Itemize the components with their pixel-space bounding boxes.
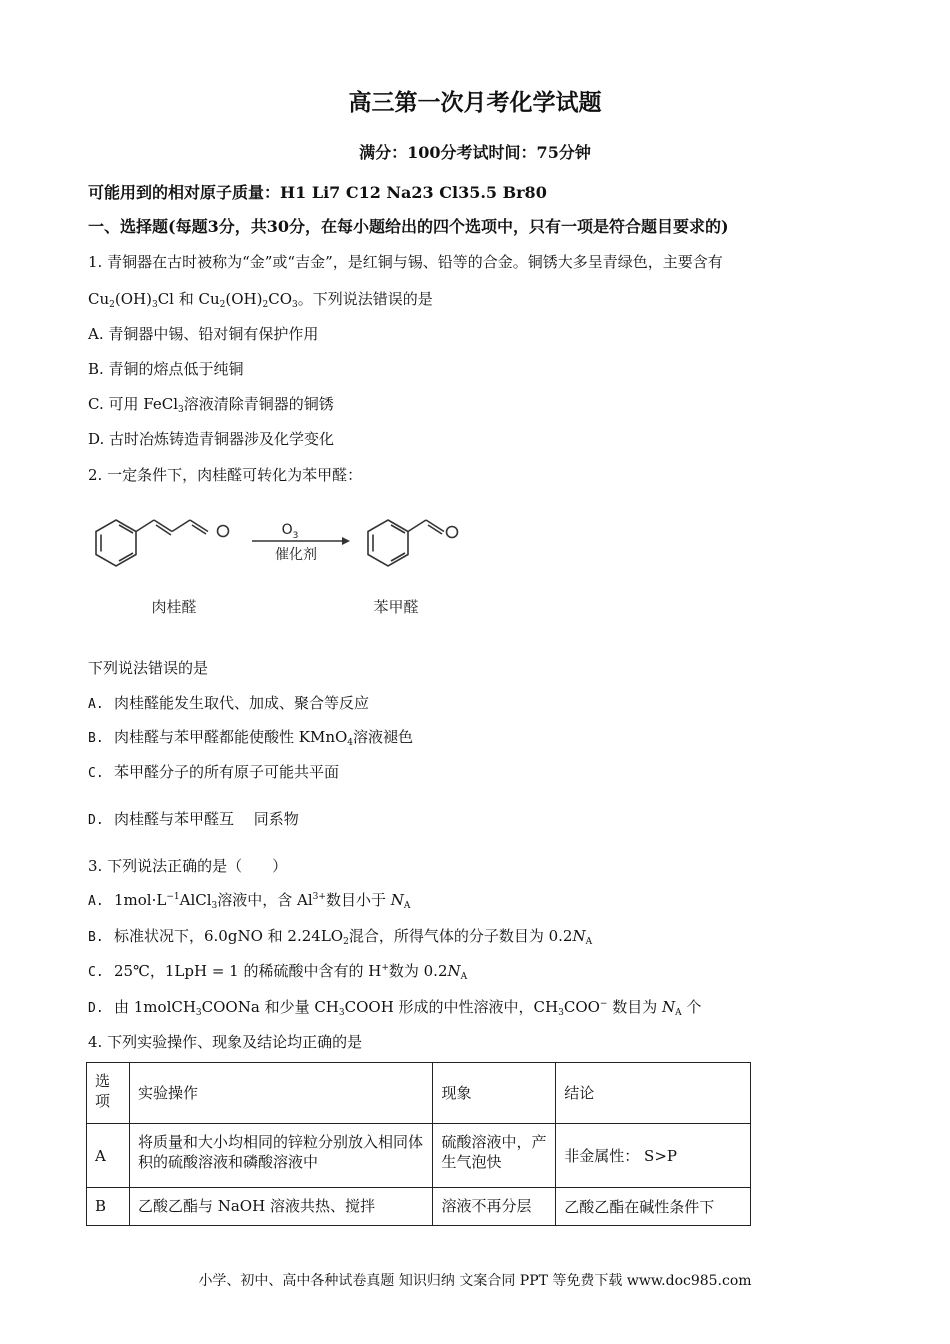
benzaldehyde-label: 苯甲醛 — [373, 598, 419, 616]
q3-stem: 3. 下列说法正确的是（ ） — [88, 857, 288, 875]
q1-option-b: B. 青铜的熔点低于纯铜 — [88, 360, 244, 378]
q3-option-a: A. $1mol\cdot L^{-1}AlCl_3$溶液中，含 $Al^{3+}$数目小于 $N_A$ — [88, 891, 411, 911]
row-b-option: B — [87, 1188, 130, 1226]
table-row — [87, 1188, 751, 1226]
q3-option-b: B. 标准状况下，6.0gNO 和 $2.24LO_2$混合，所得气体的分子数目为 $0.2N_A$ — [88, 927, 593, 947]
q2-option-c: C. 苯甲醛分子的所有原子可能共平面 — [88, 763, 340, 781]
reaction-scheme — [86, 500, 466, 630]
row-b-conclusion: 乙酸乙酯在碱性条件下 — [556, 1188, 751, 1226]
header-conclusion: 结论 — [556, 1063, 751, 1124]
q2-option-b: B. 肉桂醛与苯甲醛都能使酸性 KMnO$_4$溶液褪色 — [88, 728, 414, 748]
q3-option-c: C. 25℃，1LpH = 1 的稀硫酸中含有的 H+数为 $0.2N_A$ — [88, 962, 468, 982]
reagent-catalyst: 催化剂 — [275, 547, 317, 563]
header-option: 选项 — [87, 1063, 130, 1124]
page-title: 高三第一次月考化学试题 — [348, 89, 602, 116]
q1-option-d: D. 古时冶炼铸造青铜器涉及化学变化 — [88, 430, 335, 448]
q1-stem-line2: $Cu_2(OH)_3Cl$ 和 $Cu_2(OH)_2CO_3$。下列说法错误的是 — [88, 290, 433, 310]
exam-info: 满分：100分考试时间：75分钟 — [359, 143, 591, 162]
reaction-arrow — [252, 522, 350, 563]
row-b-operation: 乙酸乙酯与 NaOH 溶液共热、搅拌 — [129, 1188, 432, 1226]
q1-option-a: A. 青铜器中锡、铅对铜有保护作用 — [88, 325, 319, 343]
row-a-option: A — [87, 1124, 130, 1188]
q1-stem-line1: 1. 青铜器在古时被称为“金”或“吉金”，是红铜与锡、铅等的合金。铜锈大多呈青绿色，主要含有 — [88, 253, 723, 271]
table-row — [87, 1124, 751, 1188]
experiment-table — [86, 1062, 751, 1226]
q4-stem: 4. 下列实验操作、现象及结论均正确的是 — [88, 1033, 363, 1051]
row-b-phenomenon: 溶液不再分层 — [433, 1188, 556, 1226]
q2-stem: 2. 一定条件下，肉桂醛可转化为苯甲醛： — [88, 466, 363, 484]
cinnamaldehyde-label: 肉桂醛 — [151, 598, 197, 616]
atomic-mass-line: 可能用到的相对原子质量：H1 Li7 C12 Na23 Cl35.5 Br80 — [88, 183, 547, 202]
q1-option-c: C. 可用 FeCl$_3$溶液清除青铜器的铜锈 — [88, 395, 334, 415]
q2-question: 下列说法错误的是 — [88, 659, 209, 677]
reagent-o3: $O_3$ — [281, 522, 299, 541]
row-a-conclusion: 非金属性： S>P — [556, 1124, 751, 1188]
q3-option-d: D. 由 1molCH$_3$COONa 和少量 $CH_3COOH$ 形成的中性溶液中，$CH_3COO^-$ 数目为 $N_A$ 个 — [88, 998, 702, 1018]
cinnamaldehyde-structure — [96, 520, 229, 566]
row-a-operation: 将质量和大小均相同的锌粒分别放入相同体积的硫酸溶液和磷酸溶液中 — [129, 1124, 432, 1188]
page-footer: 小学、初中、高中各种试卷真题 知识归纳 文案合同 PPT 等免费下载 www.doc985.com — [198, 1273, 752, 1289]
section-heading: 一、选择题(每题3分，共30分，在每小题给出的四个选项中，只有一项是符合题目要求的) — [88, 217, 729, 236]
row-a-phenomenon: 硫酸溶液中，产生气泡快 — [433, 1124, 556, 1188]
q2-option-a: A. 肉桂醛能发生取代、加成、聚合等反应 — [88, 694, 370, 712]
header-phenomenon: 现象 — [433, 1063, 556, 1124]
q2-option-d: D. 肉桂醛与苯甲醛互 同系物 — [88, 810, 299, 828]
benzaldehyde-structure — [368, 520, 458, 566]
table-header-row — [87, 1063, 751, 1124]
header-operation: 实验操作 — [129, 1063, 432, 1124]
